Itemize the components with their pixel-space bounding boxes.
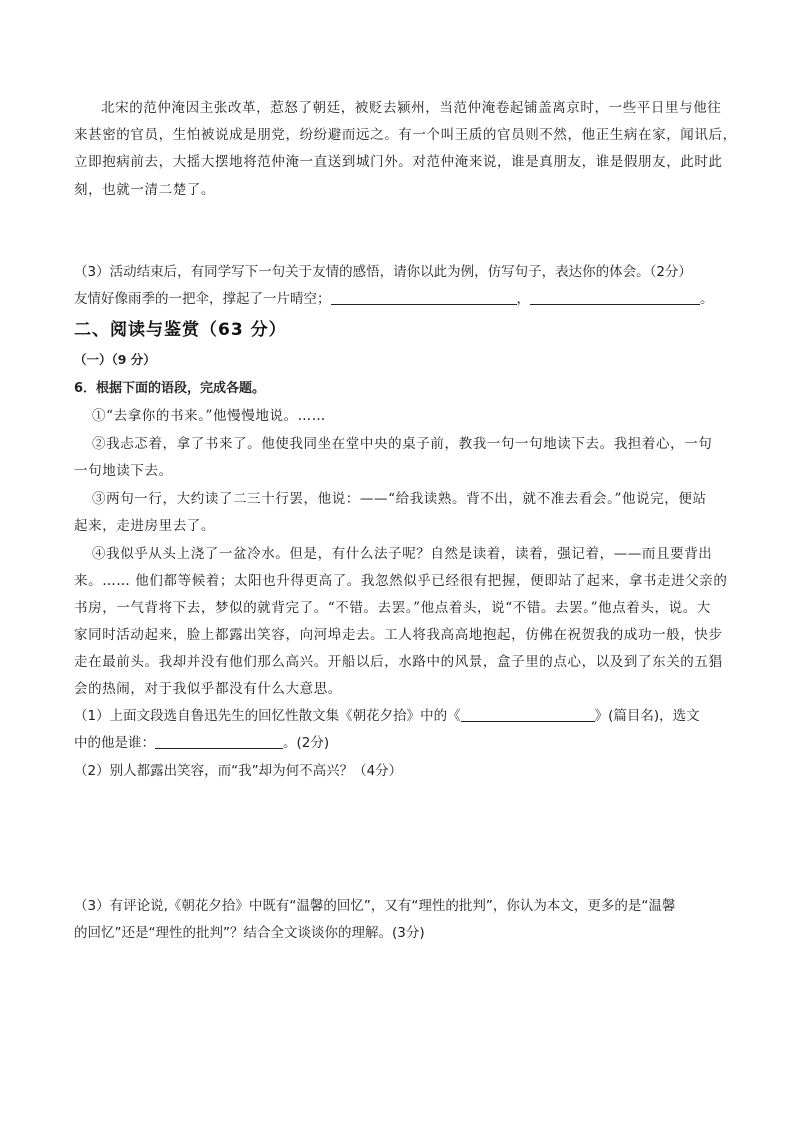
story-line: 立即抱病前去，大摇大摆地将范仲淹一直送到城门外。对范仲淹来说，谁是真朋友，谁是假朋友，此时此 — [74, 154, 723, 170]
story-line: 刻，也就一清二楚了。 — [74, 182, 215, 198]
passage-line: 家同时活动起来，脸上都露出笑容，向河埠走去。工人将我高高地抱起，仿佛在祝贺我的成功一般，快步 — [74, 627, 723, 643]
passage-line: 书房，一气背将下去，梦似的就背完了。“不错。去罢。”他点着头，说“不错。去罢。”他点着头，说。大 — [74, 600, 711, 616]
q3-prompt: （3）活动结束后，有同学写下一句关于友情的感悟，请你以此为例，仿写句子，表达你的体会。（2分） — [74, 264, 692, 280]
story-line: 来甚密的官员，生怕被说成是朋党，纷纷避而远之。有一个叫王质的官员则不然，他正生病在家，闻讯后， — [74, 127, 737, 143]
q6-sub2: （2）别人都露出笑容，而“我”却为何不高兴？（4分） — [74, 763, 403, 779]
sub1-text-a: （1）上面文段选自鲁迅先生的回忆性散文集《朝花夕拾》中的《 — [74, 708, 461, 724]
q3-example: 友情好像雨季的一把伞，撑起了一片晴空； — [74, 291, 331, 307]
answer-blank-title[interactable] — [461, 707, 595, 722]
sub1-text-c: 中的他是谁： — [74, 735, 155, 751]
section-heading: 二、阅读与鉴赏（63 分） — [74, 320, 287, 340]
sub1-text-b: 》(篇目名)，选文 — [594, 708, 700, 724]
answer-blank-who[interactable] — [155, 734, 283, 749]
passage-line: 一句地读下去。 — [74, 463, 173, 479]
subsection-heading: （一）（9 分） — [74, 352, 156, 367]
q6-sub1-line1 — [74, 704, 700, 724]
q6-sub3-line2: 的回忆”还是“理性的批判”？结合全文谈谈你的理解。(3分) — [74, 925, 425, 941]
passage-line: 来。…… 他们都等候着；太阳也升得更高了。我忽然似乎已经很有把握，便即站了起来，拿书走进父亲的 — [74, 573, 728, 589]
answer-blank-1[interactable] — [331, 290, 517, 305]
passage-line: 走在最前头。我却并没有他们那么高兴。开船以后，水路中的风景，盒子里的点心，以及到了东关的五猖 — [74, 654, 723, 670]
q6-sub3-line1: （3）有评论说,《朝花夕拾》中既有“温馨的回忆”，又有“理性的批判”，你认为本文，更多的是“温馨 — [74, 898, 676, 914]
story-line: 北宋的范仲淹因主张改革，惹怒了朝廷，被贬去颍州，当范仲淹卷起铺盖离京时，一些平日里与他往 — [101, 100, 722, 116]
q6-title: 6．根据下面的语段，完成各题。 — [74, 381, 266, 396]
passage-line: ①“去拿你的书来。”他慢慢地说。…… — [92, 408, 326, 424]
passage-line: 会的热闹，对于我似乎都没有什么大意思。 — [74, 681, 342, 697]
passage-line: ③两句一行，大约读了二三十行罢，他说：——“给我读熟。背不出，就不准去看会。”他说完，便站 — [92, 491, 707, 507]
q3-end: 。 — [700, 291, 714, 307]
passage-line: ④我似乎从头上浇了一盆冷水。但是，有什么法子呢？自然是读着，读着，强记着，——而且要背出 — [92, 546, 713, 562]
q3-answer-line — [74, 287, 714, 307]
q6-sub1-line2 — [74, 731, 329, 751]
q3-sep: ， — [516, 291, 530, 307]
sub1-text-d: 。(2分) — [283, 735, 330, 751]
passage-line: 起来，走进房里去了。 — [74, 518, 215, 534]
passage-line: ②我忐忑着，拿了书来了。他使我同坐在堂中央的桌子前，教我一句一句地读下去。我担着心，一句 — [92, 436, 713, 452]
answer-blank-2[interactable] — [530, 290, 700, 305]
